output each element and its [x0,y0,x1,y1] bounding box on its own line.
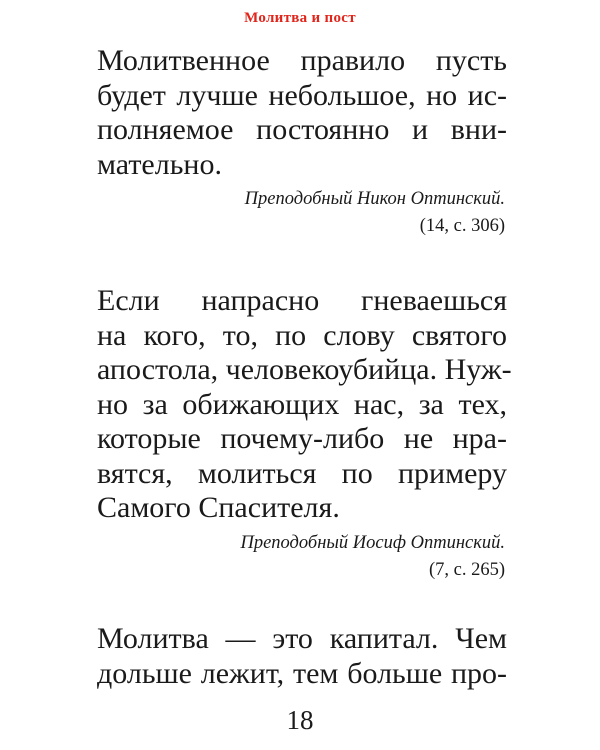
quote-1-line: Молитвенное правило пусть [97,44,507,77]
quote-2-attribution [240,530,505,584]
quote-1-text [97,44,507,182]
page-number: 18 [286,705,314,735]
quote-3-line: Молитва — это капитал. Чем [97,622,507,655]
quote-1-line: будет лучше небольшое, но ис- [97,78,507,112]
quote-1-reference: (14, с. 306) [419,216,505,236]
running-header: Молитва и пост [244,10,356,26]
quote-2-text [97,284,512,526]
quote-2-line: Самого Спасителя. [97,491,340,524]
quote-1-attribution [245,186,505,240]
quote-1-line: мательно. [97,147,222,181]
quote-2-author: Преподобный Иосиф Оптинский. [240,533,505,553]
quote-2-line: апостола, человекоубийца. Нуж- [97,353,512,386]
quote-2-line: на кого, то, по слову святого [97,318,507,352]
quote-2-line: которые почему-либо не нра- [97,422,507,455]
quote-2-line: но за обижающих нас, за тех, [97,387,507,421]
quote-3-line: дольше лежит, тем больше про- [97,656,507,690]
quote-1-author: Преподобный Никон Оптинский. [244,189,505,209]
quote-1-line: полняемое постоянно и вни- [97,113,507,146]
quote-2-line: вятся, молиться по примеру [97,456,507,490]
quote-2-reference: (7, с. 265) [428,560,505,580]
quote-2-line: Если напрасно гневаешься [97,284,507,317]
quote-3-text [97,622,507,691]
